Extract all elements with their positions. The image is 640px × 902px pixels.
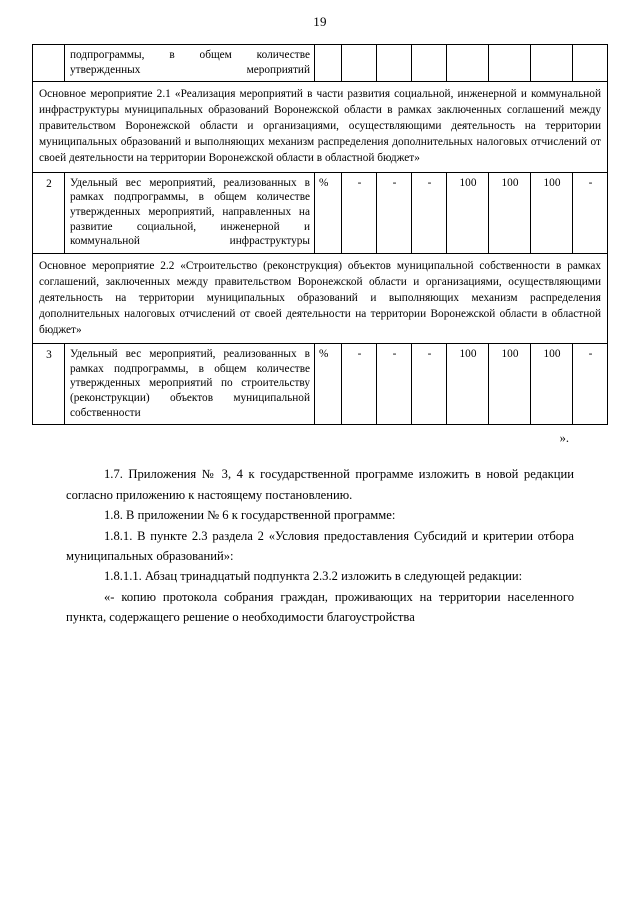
main-measure-2-1-cell: Основное мероприятие 2.1 «Реализация мероприятий в части развития социальной, инженерной и коммунальной инфраструктуры муниципальных образований Воронежской области в рамках заключенных соглашений между правительством Воронежской области и организациями, осуществляющими деятельность на территории муниципальных образований и выполняющих механизм распределения дополнительных налоговых отчислений от своей деятельности на территории Воронежской области в областной бюджет» — [33, 82, 608, 172]
row-value-cell — [531, 45, 573, 82]
row-name-text: подпрограммы, в общем количестве утвержденных мероприятий — [70, 49, 310, 76]
table-row — [33, 172, 608, 253]
main-measure-2-2-cell: Основное мероприятие 2.2 «Строительство (реконструкция) объектов муниципальной собственности в рамках соглашений, заключенных между правительством Воронежской области и организациями, осуществляющими деятельность на территории муниципальных образований и выполняющих механизм распределения дополнительных налоговых отчислений от своей деятельности на территории Воронежской области в областной бюджет» — [33, 253, 608, 343]
row-value-cell: - — [573, 344, 608, 425]
row-value-cell: - — [342, 172, 377, 253]
paragraph-1-7: 1.7. Приложения № 3, 4 к государственной программе изложить в новой редакции согласно приложению к настоящему постановлению. — [66, 467, 574, 502]
table-row — [33, 344, 608, 425]
row-unit-cell — [315, 45, 342, 82]
row-value-cell: 100 — [489, 172, 531, 253]
row-value-cell — [377, 45, 412, 82]
row-unit-cell: % — [315, 344, 342, 425]
table-row — [33, 253, 608, 343]
row-value-cell: 100 — [447, 344, 489, 425]
row-number-cell: 3 — [33, 344, 65, 425]
row-value-cell: - — [573, 172, 608, 253]
row-name-cell — [65, 172, 315, 253]
paragraph-quote: «- копию протокола собрания граждан, проживающих на территории населенного пункта, содержащего решение о необходимости благоустройства — [66, 589, 574, 625]
row-number-cell: 2 — [33, 172, 65, 253]
row-unit-cell: % — [315, 172, 342, 253]
row-value-cell: 100 — [447, 172, 489, 253]
closing-quote: ». — [559, 431, 569, 446]
row-value-cell: - — [377, 172, 412, 253]
row-value-cell: 100 — [531, 344, 573, 425]
page-number: 19 — [313, 14, 327, 29]
body-text — [66, 446, 574, 627]
row-name-text: Удельный вес мероприятий, реализованных в рамках подпрограммы, в общем количестве утвержденных мероприятий по строительству (реконструкции) объектов муниципальной собственности — [70, 348, 310, 419]
row-value-cell: - — [412, 172, 447, 253]
row-name-cell — [65, 45, 315, 82]
row-value-cell: 100 — [489, 344, 531, 425]
row-value-cell — [573, 45, 608, 82]
table-row — [33, 45, 608, 82]
table-row — [33, 82, 608, 172]
paragraph-1-8-1: 1.8.1. В пункте 2.3 раздела 2 «Условия предоставления Субсидий и критерии отбора муниципальных образований»: — [66, 528, 574, 563]
row-name-text: Удельный вес мероприятий, реализованных в рамках подпрограммы, в общем количестве утвержденных мероприятий, направленных на развитие социальной, инженерной и коммунальной инфраструктуры — [70, 176, 310, 248]
indicators-table — [32, 44, 608, 425]
row-value-cell — [447, 45, 489, 82]
row-name-cell — [65, 344, 315, 425]
row-value-cell — [342, 45, 377, 82]
row-value-cell — [412, 45, 447, 82]
row-value-cell: 100 — [531, 172, 573, 253]
paragraph-1-8: 1.8. В приложении № 6 к государственной программе: — [104, 508, 396, 523]
paragraph-1-8-1-1: 1.8.1.1. Абзац тринадцатый подпункта 2.3.2 изложить в следующей редакции: — [104, 569, 523, 584]
row-value-cell: - — [342, 344, 377, 425]
row-value-cell — [489, 45, 531, 82]
row-value-cell: - — [377, 344, 412, 425]
row-value-cell: - — [412, 344, 447, 425]
row-number-cell — [33, 45, 65, 82]
